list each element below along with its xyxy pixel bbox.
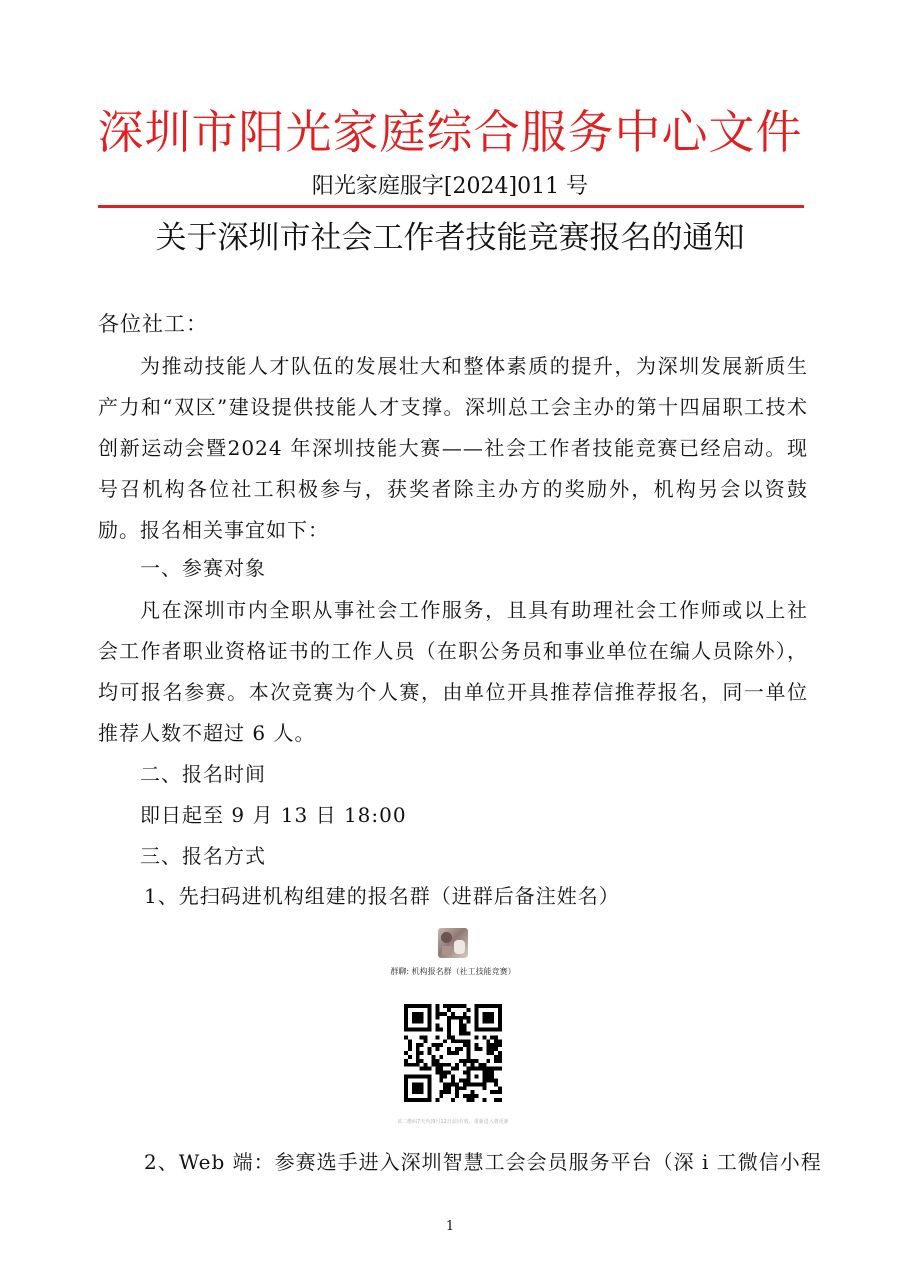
method-step-1: 1、先扫码进机构组建的报名群（进群后备注姓名） [144,884,620,908]
red-divider [98,205,804,208]
qr-validity-note: 该二维码7天内(9月12日前)有效，重新进入将更新 [397,1119,509,1125]
section-heading-time: 二、报名时间 [140,762,266,786]
doc-number: 阳光家庭服字[2024]011 号 [311,174,589,199]
group-avatar-icon [438,928,468,958]
org-title: 深圳市阳光家庭综合服务中心文件 [97,105,803,159]
notice-title: 关于深圳市社会工作者技能竞赛报名的通知 [155,220,745,256]
salutation: 各位社工： [98,312,208,336]
group-name: 群聊: 机构报名群（社工技能竞赛） [390,967,516,976]
intro-paragraph: 为推动技能人才队伍的发展壮大和整体素质的提升，为深圳发展新质生产力和“双区”建设提供技能人才支撑。深圳总工会主办的第十四届职工技术创新运动会暨2024 年深圳技能大赛——社会工作者技能竞赛已经启动。现号召机构各位社工积极参与，获奖者除主办方的奖励外，机构另会以资鼓励。报名相关事宜如下： [98,354,808,542]
group-qr-card [390,922,516,1127]
page-number: 1 [445,1219,455,1234]
qr-code-icon[interactable] [404,1004,502,1102]
registration-time: 即日起至 9 月 13 日 18:00 [140,803,407,827]
method-step-2: 2、Web 端：参赛选手进入深圳智慧工会会员服务平台（深 i 工微信小程 [144,1150,822,1174]
section-heading-method: 三、报名方式 [140,844,266,868]
participants-paragraph: 凡在深圳市内全职从事社会工作服务，且具有助理社会工作师或以上社会工作者职业资格证书的工作人员（在职公务员和事业单位在编人员除外），均可报名参赛。本次竞赛为个人赛，由单位开具推荐信推荐报名，同一单位推荐人数不超过 6 人。 [98,598,808,745]
section-heading-participants: 一、参赛对象 [140,556,266,580]
